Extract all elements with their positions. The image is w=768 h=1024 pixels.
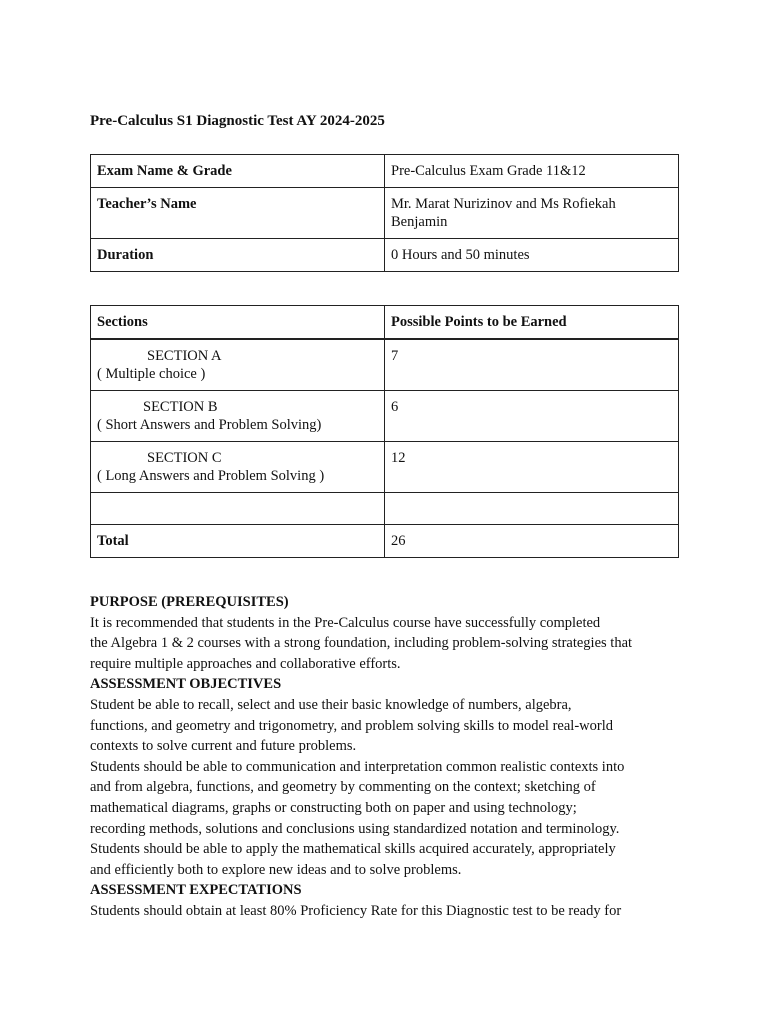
empty-cell — [385, 493, 679, 525]
teacher-name-value — [385, 188, 679, 239]
duration-value: 0 Hours and 50 minutes — [385, 239, 679, 272]
teacher-name-line-1: Mr. Marat Nurizinov and Ms Rofiekah — [391, 196, 616, 212]
section-b-points: 6 — [385, 391, 679, 442]
total-value: 26 — [385, 525, 679, 558]
expectations-line: Students should obtain at least 80% Proficiency Rate for this Diagnostic test to be ready for — [90, 902, 622, 919]
table-row — [91, 339, 679, 391]
section-a-cell — [91, 339, 385, 391]
objectives-line: Students should be able to communication and interpretation common realistic contexts into — [90, 758, 625, 775]
teacher-name-line-2: Benjamin — [391, 214, 448, 230]
section-c-cell — [91, 442, 385, 493]
section-a-name: SECTION A — [147, 348, 222, 364]
table-row — [91, 239, 679, 272]
empty-row — [91, 493, 679, 525]
purpose-heading: PURPOSE (PREREQUISITES) — [90, 594, 289, 610]
exam-info-table — [90, 154, 679, 272]
body-text — [90, 592, 690, 922]
exam-name-value: Pre-Calculus Exam Grade 11&12 — [385, 155, 679, 188]
expectations-heading: ASSESSMENT EXPECTATIONS — [90, 882, 302, 899]
duration-label: Duration — [91, 239, 385, 272]
objectives-line: functions, and geometry and trigonometry, and problem solving skills to model real-world — [90, 717, 613, 734]
purpose-line: It is recommended that students in the Pre-Calculus course have successfully completed — [90, 614, 601, 631]
points-header: Possible Points to be Earned — [385, 306, 679, 340]
section-b-cell — [91, 391, 385, 442]
section-a-points: 7 — [385, 339, 679, 391]
purpose-line: require multiple approaches and collaborative efforts. — [90, 655, 401, 672]
table-row — [91, 442, 679, 493]
table-row — [91, 188, 679, 239]
sections-header: Sections — [91, 306, 385, 340]
table-header-row — [91, 306, 679, 340]
objectives-line: recording methods, solutions and conclusions using standardized notation and terminology. — [90, 820, 620, 837]
points-table — [90, 305, 679, 558]
section-b-desc: ( Short Answers and Problem Solving) — [97, 417, 322, 433]
empty-cell — [91, 493, 385, 525]
objectives-line: mathematical diagrams, graphs or constructing both on paper and using technology; — [90, 799, 577, 816]
table-row — [91, 391, 679, 442]
objectives-line: Student be able to recall, select and use their basic knowledge of numbers, algebra, — [90, 696, 572, 713]
teacher-name-label: Teacher’s Name — [91, 188, 385, 239]
section-c-name: SECTION C — [147, 450, 222, 466]
section-c-points: 12 — [385, 442, 679, 493]
purpose-line: the Algebra 1 & 2 courses with a strong foundation, including problem-solving strategies that — [90, 635, 633, 652]
objectives-heading: ASSESSMENT OBJECTIVES — [90, 676, 282, 693]
exam-name-label: Exam Name & Grade — [91, 155, 385, 188]
section-a-desc: ( Multiple choice ) — [97, 366, 206, 382]
section-b-name: SECTION B — [143, 399, 218, 415]
objectives-line: contexts to solve current and future problems. — [90, 738, 357, 755]
objectives-line: and efficiently both to explore new ideas and to solve problems. — [90, 861, 462, 878]
total-label: Total — [91, 525, 385, 558]
table-row — [91, 155, 679, 188]
total-row — [91, 525, 679, 558]
document-title: Pre-Calculus S1 Diagnostic Test AY 2024-2025 — [90, 113, 385, 129]
objectives-line: and from algebra, functions, and geometry by commenting on the context; sketching of — [90, 779, 596, 796]
objectives-line: Students should be able to apply the mathematical skills acquired accurately, appropriately — [90, 841, 616, 858]
section-c-desc: ( Long Answers and Problem Solving ) — [97, 468, 325, 484]
